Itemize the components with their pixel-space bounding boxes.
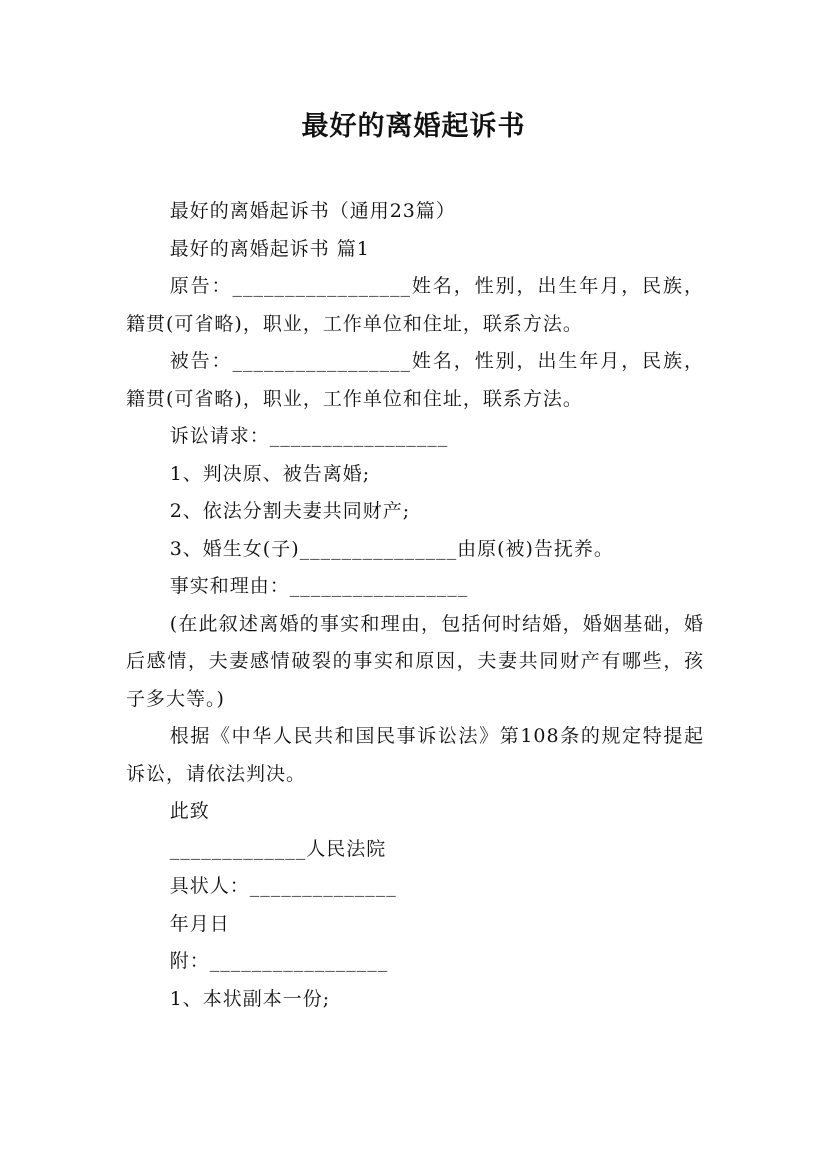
subtitle-paragraph: 最好的离婚起诉书（通用23篇） — [169, 200, 456, 222]
document-body — [126, 193, 704, 1018]
attachment-item-1: 1、本状副本一份; — [169, 987, 331, 1010]
legal-basis-paragraph: 根据《中华人民共和国民事诉讼法》第108条的规定特提起诉讼，请依法判决。 — [126, 725, 704, 785]
claim-item-1: 1、判决原、被告离婚; — [169, 462, 371, 485]
plaintiff-paragraph: 原告：_________________姓名，性别，出生年月，民族，籍贯(可省略)，职业，工作单位和住址，联系方法。 — [126, 275, 704, 335]
date-line: 年月日 — [169, 912, 230, 935]
claim-item-3: 3、婚生女(子)_______________由原(被)告抚养。 — [169, 537, 614, 560]
claim-item-2: 2、依法分割夫妻共同财产; — [169, 500, 411, 522]
signer-line: 具状人：______________ — [169, 875, 397, 897]
salutation: 此致 — [169, 800, 210, 822]
attachment-heading: 附：_________________ — [169, 950, 389, 972]
facts-heading: 事实和理由：_________________ — [169, 575, 469, 597]
court-line: _____________人民法院 — [169, 837, 387, 860]
document-title: 最好的离婚起诉书 — [301, 111, 526, 142]
facts-paragraph: (在此叙述离婚的事实和理由，包括何时结婚，婚姻基础，婚后感情，夫妻感情破裂的事实和原因，夫妻共同财产有哪些，孩子多大等。) — [126, 612, 704, 710]
claims-heading: 诉讼请求：_________________ — [169, 425, 449, 447]
defendant-paragraph: 被告：_________________姓名，性别，出生年月，民族，籍贯(可省略)，职业，工作单位和住址，联系方法。 — [126, 350, 704, 410]
section-heading: 最好的离婚起诉书 篇1 — [169, 237, 370, 260]
